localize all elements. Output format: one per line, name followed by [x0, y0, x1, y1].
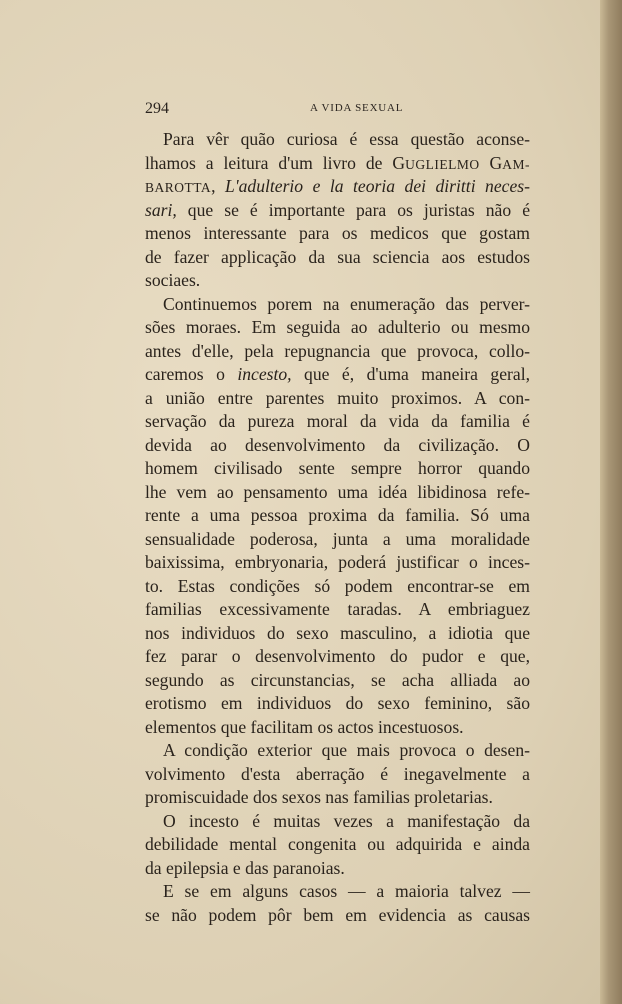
page-number: 294 [145, 100, 169, 117]
text-line: devida ao desenvolvimento da civilização. O [145, 434, 530, 455]
running-head [145, 100, 530, 120]
text-line: segundo as circunstancias, se acha alliada ao [145, 669, 530, 690]
text-line: sensualidade poderosa, junta a uma moralidade [145, 528, 530, 549]
text-line: lhe vem ao pensamento uma idéa libidinosa refe- [145, 481, 530, 502]
running-title: A VIDA SEXUAL [310, 102, 404, 114]
text-line: sociaes. [145, 270, 201, 290]
text-line: lhamos a leitura d'um livro de GUGLIELMO GAM- [145, 152, 531, 173]
text-line: elementos que facilitam os actos incestuosos. [145, 716, 464, 737]
body-text [145, 128, 530, 927]
text-line: menos interessante para os medicos que gostam [145, 223, 530, 243]
text-line: nos individuos do sexo masculino, a idiotia que [145, 622, 530, 643]
text-line: homem civilisado sente sempre horror quando [145, 458, 530, 478]
text-line: erotismo em individuos do sexo feminino, são [145, 693, 530, 713]
text-line: baixissima, embryonaria, poderá justificar o inces- [145, 552, 530, 572]
text-line: volvimento d'esta aberração é inegavelmente a [145, 763, 530, 784]
text-line: da epilepsia e das paranoias. [145, 857, 345, 878]
text-line: O incesto é muitas vezes a manifestação da [163, 810, 530, 831]
text-line: A condição exterior que mais provoca o desen- [163, 740, 530, 760]
text-line: BAROTTA, L'adulterio e la teoria dei diritti neces- [145, 176, 530, 196]
text-line: sões moraes. Em seguida ao adulterio ou mesmo [145, 317, 530, 337]
text-line: a união entre parentes muito proximos. A con- [145, 387, 530, 408]
text-line: Continuemos porem na enumeração das perver- [163, 293, 530, 314]
page-edge [600, 0, 622, 1004]
text-line: de fazer applicação da sua sciencia aos estudos [145, 246, 530, 267]
text-line: caremos o incesto, que é, d'uma maneira geral, [145, 364, 530, 384]
text-line: promiscuidade dos sexos nas familias proletarias. [145, 787, 493, 807]
text-line: Para vêr quão curiosa é essa questão aconse- [163, 129, 530, 149]
text-line: rente a uma pessoa proxima da familia. Só uma [145, 505, 530, 525]
text-line: sari, que se é importante para os juristas não é [145, 199, 530, 220]
text-line: debilidade mental congenita ou adquirida e ainda [145, 834, 530, 854]
text-line: servação da pureza moral da vida da familia é [145, 411, 530, 431]
text-line: fez parar o desenvolvimento do pudor e que, [145, 646, 530, 666]
text-line: to. Estas condições só podem encontrar-se em [145, 575, 530, 596]
text-line: E se em alguns casos — a maioria talvez — [163, 881, 530, 901]
text-line: familias excessivamente taradas. A embriaguez [145, 599, 530, 619]
text-line: antes d'elle, pela repugnancia que provoca, collo- [145, 340, 530, 361]
text-line: se não podem pôr bem em evidencia as causas [145, 904, 530, 925]
